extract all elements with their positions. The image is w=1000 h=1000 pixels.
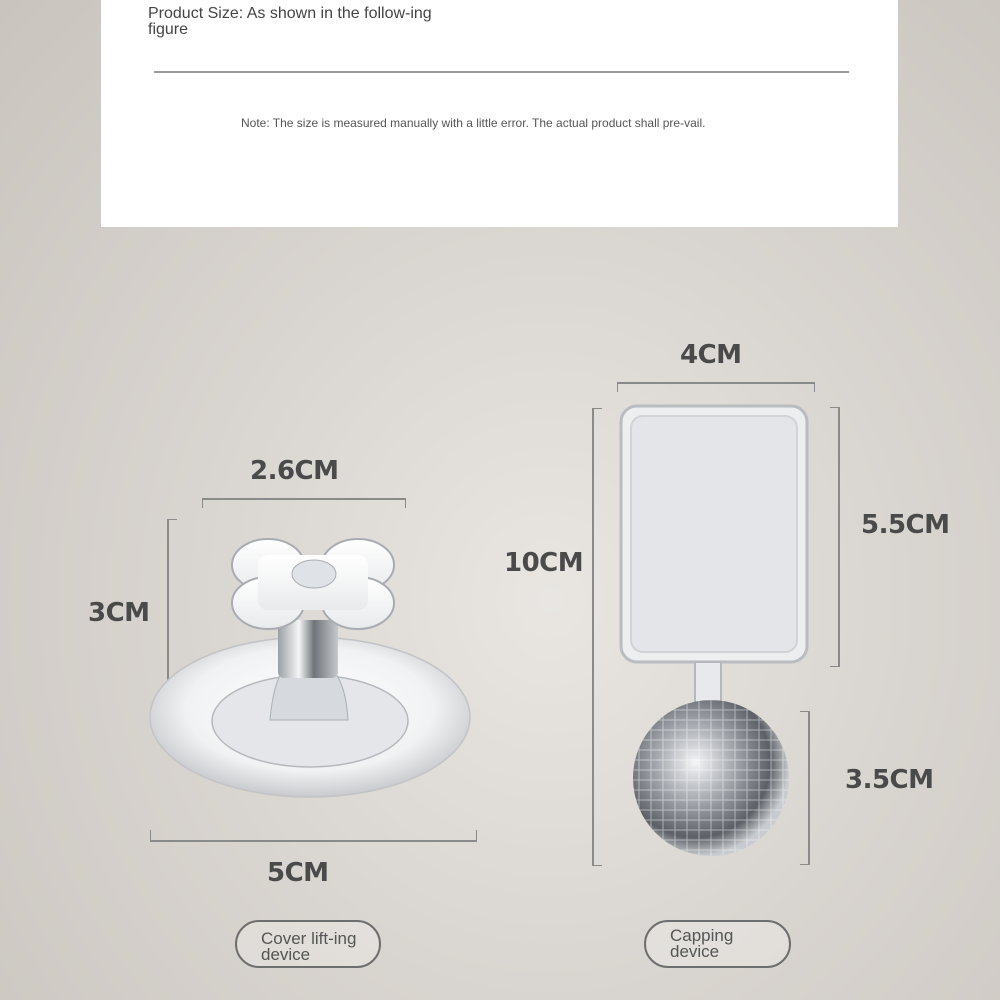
capping-device-text: Capping device: [670, 926, 734, 961]
right-width-top-label: 4CM: [680, 340, 742, 370]
info-card: [101, 0, 898, 227]
left-width-bottom-label: 5CM: [267, 858, 329, 888]
left-width-top-label: 2.6CM: [250, 456, 339, 486]
disco-ball-capper-icon: [615, 400, 820, 870]
right-total-height-bracket: [592, 408, 602, 866]
divider: [154, 71, 849, 73]
cover-lifting-device-label: [235, 920, 381, 968]
capping-device-label: [644, 920, 791, 968]
right-plate-height-bracket: [830, 407, 840, 667]
right-total-height-label: 10CM: [504, 548, 584, 578]
right-ball-height-label: 3.5CM: [845, 765, 934, 795]
cover-lifting-device-text: Cover lift-ing device: [261, 929, 357, 964]
product-size-text: Product Size: As shown in the follow-ing figure: [148, 5, 432, 38]
right-plate-height-label: 5.5CM: [861, 510, 950, 540]
flower-knob-icon: [148, 525, 478, 825]
left-width-top-bracket: [202, 498, 406, 508]
left-width-bottom-bracket: [150, 830, 477, 842]
left-height-label: 3CM: [88, 598, 150, 628]
note-text: Note: The size is measured manually with a little error. The actual product shall pre-vail.: [241, 116, 706, 130]
right-width-top-bracket: [617, 382, 815, 392]
